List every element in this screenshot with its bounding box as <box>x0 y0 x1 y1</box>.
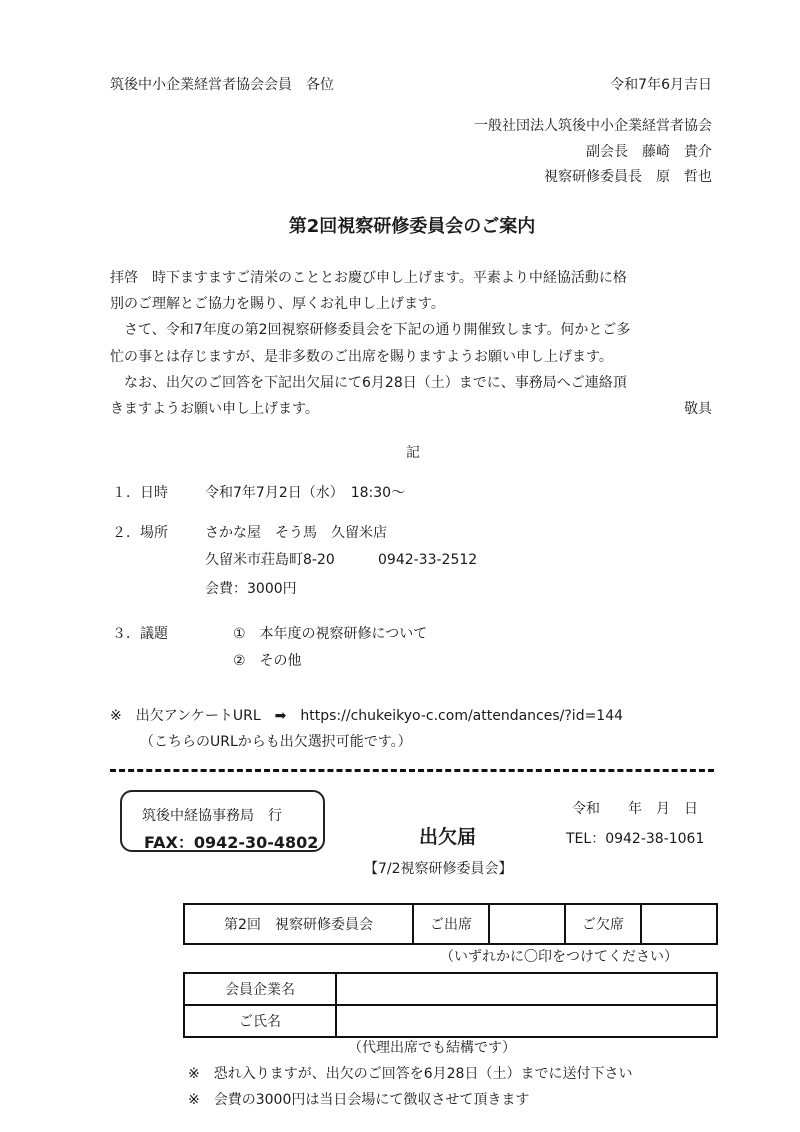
event-name-cell: 第2回 視察研修委員会 <box>184 904 413 944</box>
item2-fee: 会費：3000円 <box>205 581 297 597</box>
survey-note: （こちらのURLからも出欠選択可能です。） <box>140 734 412 750</box>
recipient: 筑後中小企業経営者協会会員 各位 <box>110 77 334 93</box>
item2-venue: さかな屋 そう馬 久留米店 <box>205 525 387 541</box>
item3-label: ３．議題 <box>112 626 168 642</box>
circle-note: （いずれかに〇印をつけてください） <box>440 949 678 965</box>
proxy-note: （代理出席でも結構です） <box>348 1040 516 1056</box>
ki-heading: 記 <box>406 445 420 461</box>
item3-topic-1: ① 本年度の視察研修について <box>233 626 428 642</box>
fax-recipient: 筑後中経協事務局 行 <box>142 808 282 824</box>
item1-label: １．日時 <box>112 485 168 501</box>
body-line-3: さて、令和7年度の第2回視察研修委員会を下記の通り開催致します。何かとご多 <box>110 322 631 338</box>
fax-to-box <box>120 790 325 852</box>
body-line-6: きますようお願い申し上げます。 <box>110 401 319 417</box>
closing-keigu: 敬具 <box>684 401 712 417</box>
attend-mark-cell[interactable] <box>489 904 565 944</box>
item2-label: ２．場所 <box>112 525 168 541</box>
body-line-5: なお、出欠のご回答を下記出欠届にて6月28日（土）までに、事務局へご連絡頂 <box>110 375 627 391</box>
name-input-cell[interactable] <box>336 1005 717 1037</box>
form-tel: TEL：0942-38-1061 <box>566 831 705 847</box>
body-line-2: 別のご理解とご協力を賜り、厚くお礼申し上げます。 <box>110 296 445 312</box>
cut-line-divider <box>110 769 714 772</box>
form-date: 令和 年 月 日 <box>572 801 698 817</box>
vice-president: 副会長 藤崎 貴介 <box>586 144 712 160</box>
absent-label: ご欠席 <box>565 904 641 944</box>
form-title: 出欠届 <box>419 826 477 848</box>
page-title: 第2回視察研修委員会のご案内 <box>288 216 536 237</box>
company-input-cell[interactable] <box>336 973 717 1005</box>
body-line-4: 忙の事とは存じますが、是非多数のご出席を賜りますようお願い申し上げます。 <box>110 349 613 365</box>
item2-address: 久留米市荘島町8-20 <box>205 552 335 568</box>
form-subtitle: 【7/2視察研修委員会】 <box>364 861 513 877</box>
body-line-1: 拝啓 時下ますますご清栄のこととお慶び申し上げます。平素より中経協活動に格 <box>110 270 627 286</box>
item2-phone: 0942-33-2512 <box>378 552 478 568</box>
organization-name: 一般社団法人筑後中小企業経営者協会 <box>474 118 712 134</box>
fax-number: FAX：0942-30-4802 <box>144 833 319 852</box>
member-info-table <box>183 972 718 1038</box>
item1-value: 令和7年7月2日（水） 18:30～ <box>205 485 406 501</box>
absent-mark-cell[interactable] <box>641 904 717 944</box>
committee-chair: 視察研修委員長 原 哲也 <box>544 169 712 185</box>
survey-url-line[interactable]: ※ 出欠アンケートURL ➡ https://chukeikyo-c.com/attendances/?id=144 <box>110 708 624 724</box>
issue-date: 令和7年6月吉日 <box>610 77 712 93</box>
name-label: ご氏名 <box>184 1005 336 1037</box>
deadline-note: ※ 恐れ入りますが、出欠のご回答を6月28日（土）までに送付下さい <box>188 1066 633 1082</box>
fee-note: ※ 会費の3000円は当日会場にて徴収させて頂きます <box>188 1092 530 1108</box>
attend-label: ご出席 <box>413 904 489 944</box>
attendance-table <box>183 903 718 945</box>
company-label: 会員企業名 <box>184 973 336 1005</box>
item3-topic-2: ② その他 <box>233 653 302 669</box>
